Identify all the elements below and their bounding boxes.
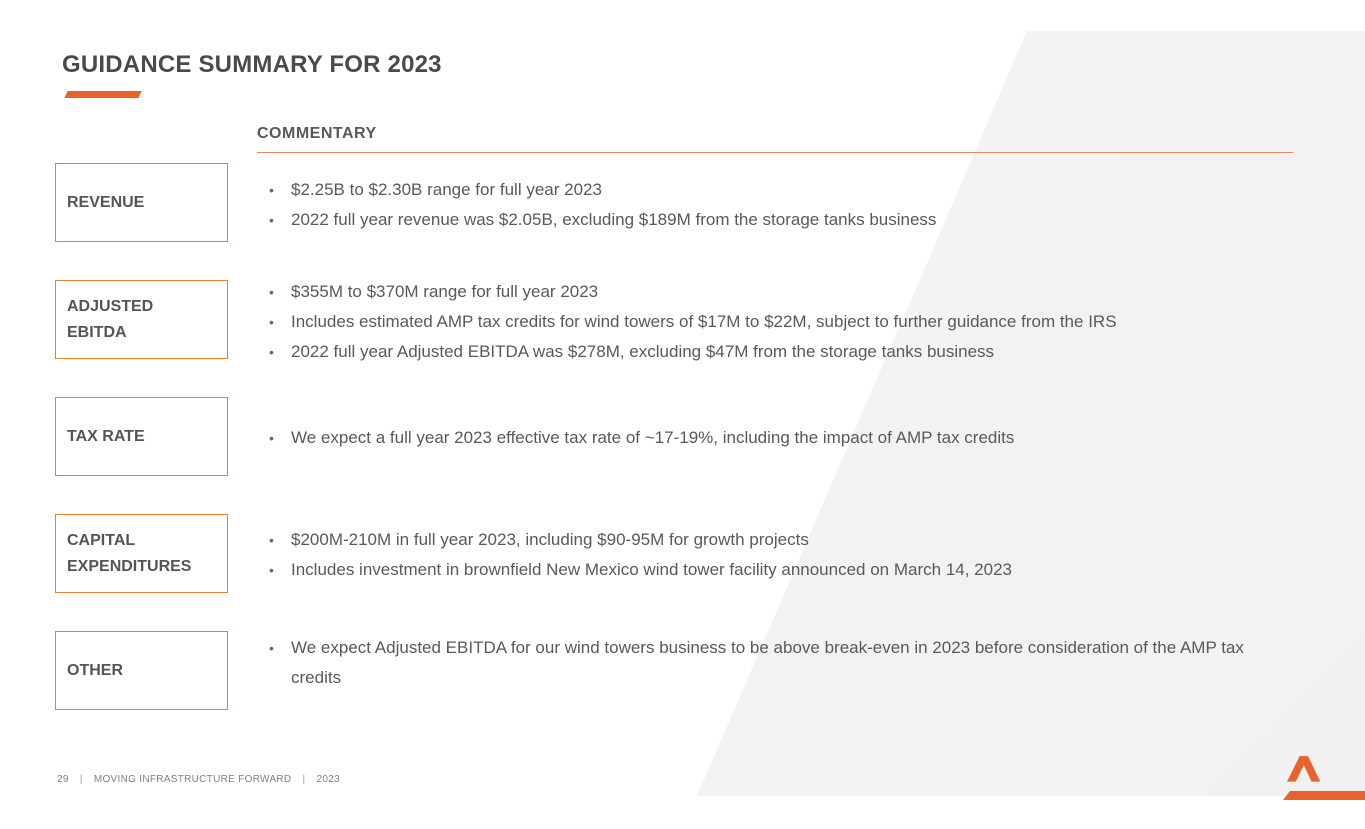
footer-tagline: MOVING INFRASTRUCTURE FORWARD (93, 774, 292, 785)
bullet-item (268, 633, 1280, 693)
bullet-item (268, 555, 1280, 585)
bullet-icon: • (269, 182, 274, 198)
page-number: 29 (57, 774, 69, 785)
bullet-icon: • (269, 532, 274, 548)
bullet-icon: • (269, 562, 274, 578)
bullet-item (268, 175, 1280, 205)
bullet-icon: • (269, 314, 274, 330)
bullet-icon: • (269, 640, 274, 656)
page-title: GUIDANCE SUMMARY FOR 2023 (62, 51, 442, 78)
bullet-item (268, 277, 1280, 307)
bullet-text: $355M to $370M range for full year 2023 (291, 282, 599, 301)
commentary-list-tax-rate (268, 423, 1280, 453)
label-box-tax-rate (55, 397, 228, 476)
arcosa-a-mark-icon (1287, 755, 1322, 782)
label-revenue: REVENUE (67, 193, 145, 211)
bullet-item (268, 525, 1280, 555)
bullet-text: We expect Adjusted EBITDA for our wind towers business to be above break-even in 2023 before consideration of the AMP tax credits (291, 638, 1244, 687)
bullet-text: $200M-210M in full year 2023, including $90-95M for growth projects (291, 530, 809, 549)
commentary-list-capital-expenditures (268, 525, 1280, 585)
bullet-item (268, 423, 1280, 453)
commentary-list-revenue (268, 175, 1280, 235)
label-capital-expenditures: CAPITAL EXPENDITURES (67, 531, 192, 575)
commentary-list-adjusted-ebitda (268, 277, 1280, 367)
footer-separator: | (302, 774, 306, 785)
bullet-icon: • (269, 284, 274, 300)
commentary-list-other (268, 633, 1280, 693)
commentary-column-header: COMMENTARY (257, 125, 377, 142)
bullet-text: 2022 full year revenue was $2.05B, excluding $189M from the storage tanks business (291, 210, 937, 229)
footer-separator: | (79, 774, 83, 785)
bullet-item (268, 307, 1280, 337)
bullet-text: We expect a full year 2023 effective tax rate of ~17-19%, including the impact of AMP tax credits (291, 428, 1015, 447)
label-box-other (55, 631, 228, 710)
bullet-icon: • (269, 430, 274, 446)
label-adjusted-ebitda: ADJUSTED EBITDA (67, 297, 154, 341)
bullet-item (268, 205, 1280, 235)
label-box-capital-expenditures (55, 514, 228, 593)
label-box-adjusted-ebitda (55, 280, 228, 359)
bullet-item (268, 337, 1280, 367)
commentary-divider (257, 152, 1293, 153)
label-tax-rate: TAX RATE (67, 427, 145, 445)
label-box-revenue (55, 163, 228, 242)
slide-footer (57, 774, 340, 785)
footer-year: 2023 (316, 774, 340, 785)
bullet-icon: • (269, 212, 274, 228)
bullet-icon: • (269, 344, 274, 360)
bullet-text: 2022 full year Adjusted EBITDA was $278M, excluding $47M from the storage tanks business (291, 342, 995, 361)
bullet-text: Includes investment in brownfield New Mexico wind tower facility announced on March 14, 2023 (291, 560, 1012, 579)
label-other: OTHER (67, 661, 123, 679)
bullet-text: Includes estimated AMP tax credits for wind towers of $17M to $22M, subject to further guidance from the IRS (291, 312, 1117, 331)
logo-bar (1283, 791, 1365, 800)
title-underline (64, 91, 141, 98)
bullet-text: $2.25B to $2.30B range for full year 2023 (291, 180, 602, 199)
